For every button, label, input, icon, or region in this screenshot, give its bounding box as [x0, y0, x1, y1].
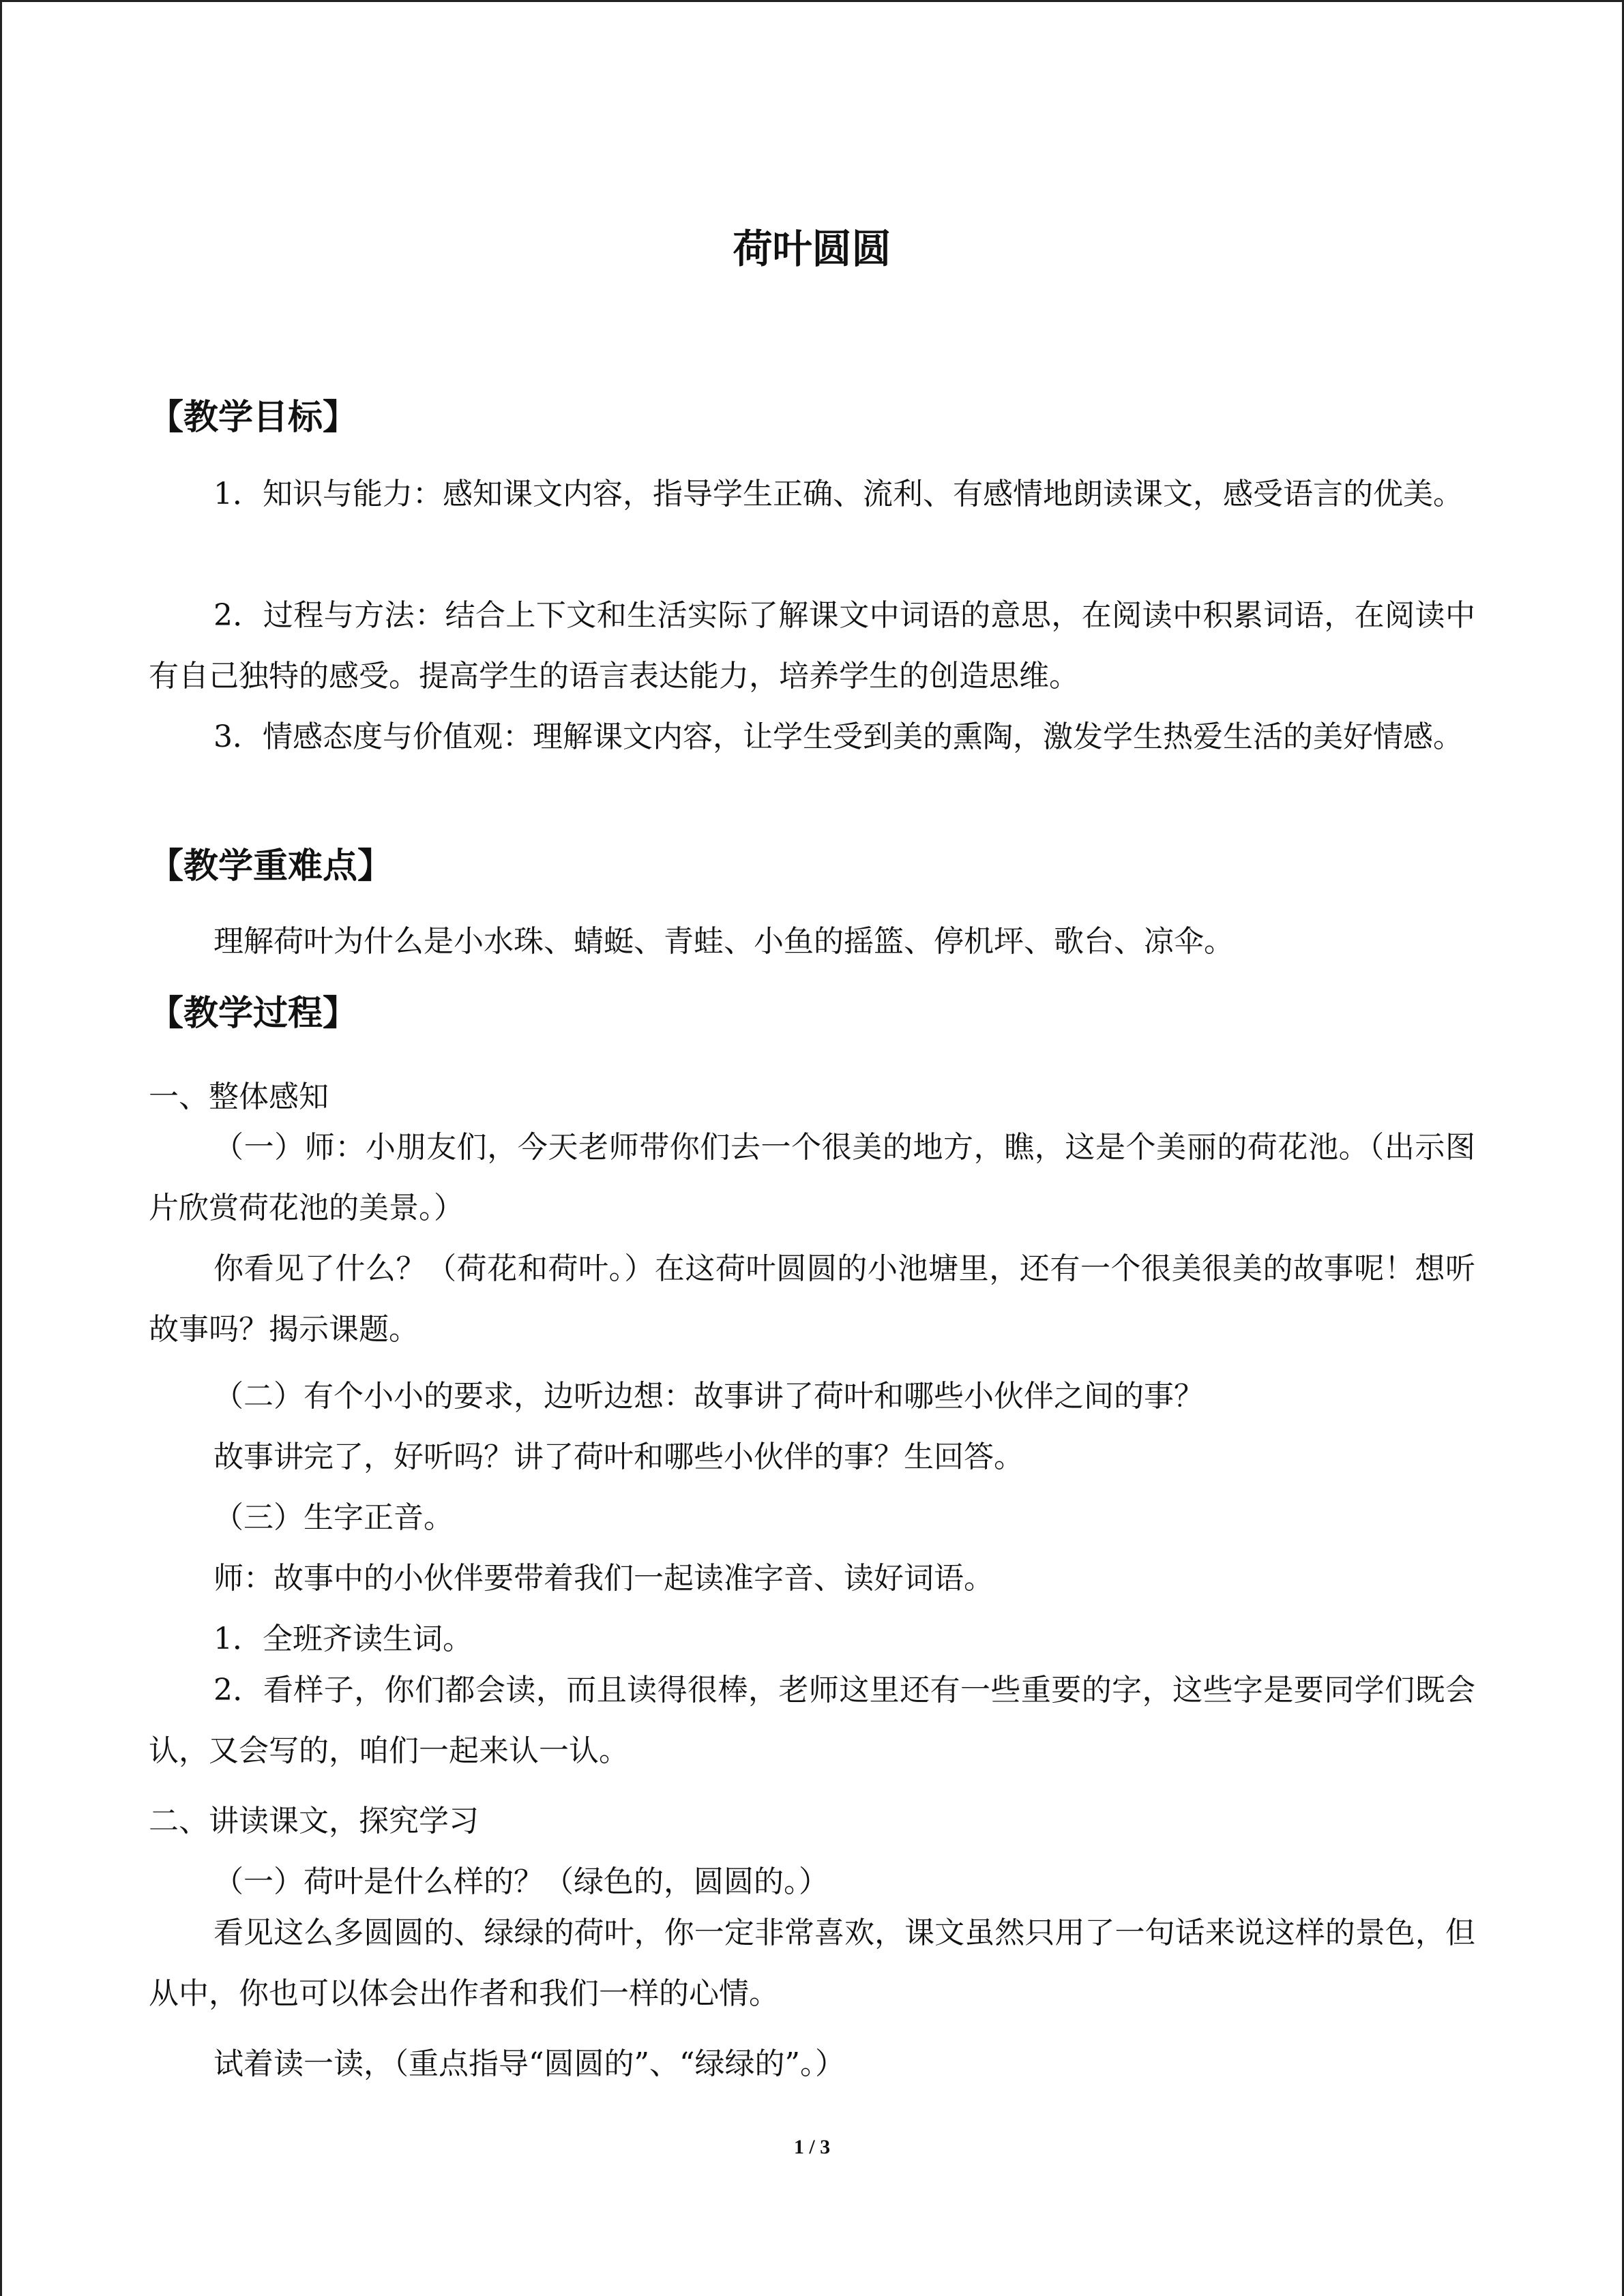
s1-paragraph-8: 2．看样子，你们都会读，而且读得很棒，老师这里还有一些重要的字，这些字是要同学们既会认，又会写的，咱们一起来认一认。: [149, 1673, 1475, 1768]
section-1-title: 一、整体感知: [149, 1079, 329, 1114]
goal-2: 2．过程与方法：结合上下文和生活实际了解课文中词语的意思，在阅读中积累词语，在阅读中有自己独特的感受。提高学生的语言表达能力，培养学生的创造思维。: [149, 598, 1475, 694]
page-border-top: [0, 0, 1624, 2]
section-2-title: 二、讲读课文，探究学习: [149, 1804, 479, 1838]
goal-3: 3．情感态度与价值观：理解课文内容，让学生受到美的熏陶，激发学生热爱生活的美好情感。: [213, 719, 1463, 754]
heading-key-points: 【教学重难点】: [149, 846, 393, 886]
s1-paragraph-5: （三）生字正音。: [213, 1500, 454, 1535]
heading-goals: 【教学目标】: [149, 398, 358, 438]
goal-1: 1．知识与能力：感知课文内容，指导学生正确、流利、有感情地朗读课文，感受语言的优美。: [213, 477, 1463, 511]
s1-paragraph-3: （二）有个小小的要求，边听边想：故事讲了荷叶和哪些小伙伴之间的事？: [213, 1379, 1204, 1414]
s1-paragraph-6: 师：故事中的小伙伴要带着我们一起读准字音、读好词语。: [213, 1561, 994, 1596]
s1-paragraph-1: （一）师：小朋友们，今天老师带你们去一个很美的地方，瞧，这是个美丽的荷花池。（出示图片欣赏荷花池的美景。）: [149, 1130, 1475, 1225]
s2-paragraph-1: （一）荷叶是什么样的？（绿色的，圆圆的。）: [213, 1864, 829, 1899]
page-title: 荷叶圆圆: [733, 226, 891, 272]
s2-paragraph-3: 试着读一读，（重点指导“圆圆的”、“绿绿的”。）: [213, 2046, 845, 2081]
s1-paragraph-2: 你看见了什么？（荷花和荷叶。）在这荷叶圆圆的小池塘里，还有一个很美很美的故事呢！想听故事吗？揭示课题。: [149, 1251, 1475, 1347]
s1-paragraph-7: 1．全班齐读生词。: [213, 1622, 473, 1656]
s1-paragraph-4: 故事讲完了，好听吗？讲了荷叶和哪些小伙伴的事？生回答。: [213, 1440, 1024, 1474]
page-number: 1 / 3: [793, 2136, 831, 2158]
s2-paragraph-2: 看见这么多圆圆的、绿绿的荷叶，你一定非常喜欢，课文虽然只用了一句话来说这样的景色，但从中，你也可以体会出作者和我们一样的心情。: [149, 1915, 1475, 2011]
page-border-left: [0, 0, 2, 2296]
key-point: 理解荷叶为什么是小水珠、蜻蜓、青蛙、小鱼的摇篮、停机坪、歌台、凉伞。: [213, 924, 1234, 959]
heading-process: 【教学过程】: [149, 994, 358, 1034]
